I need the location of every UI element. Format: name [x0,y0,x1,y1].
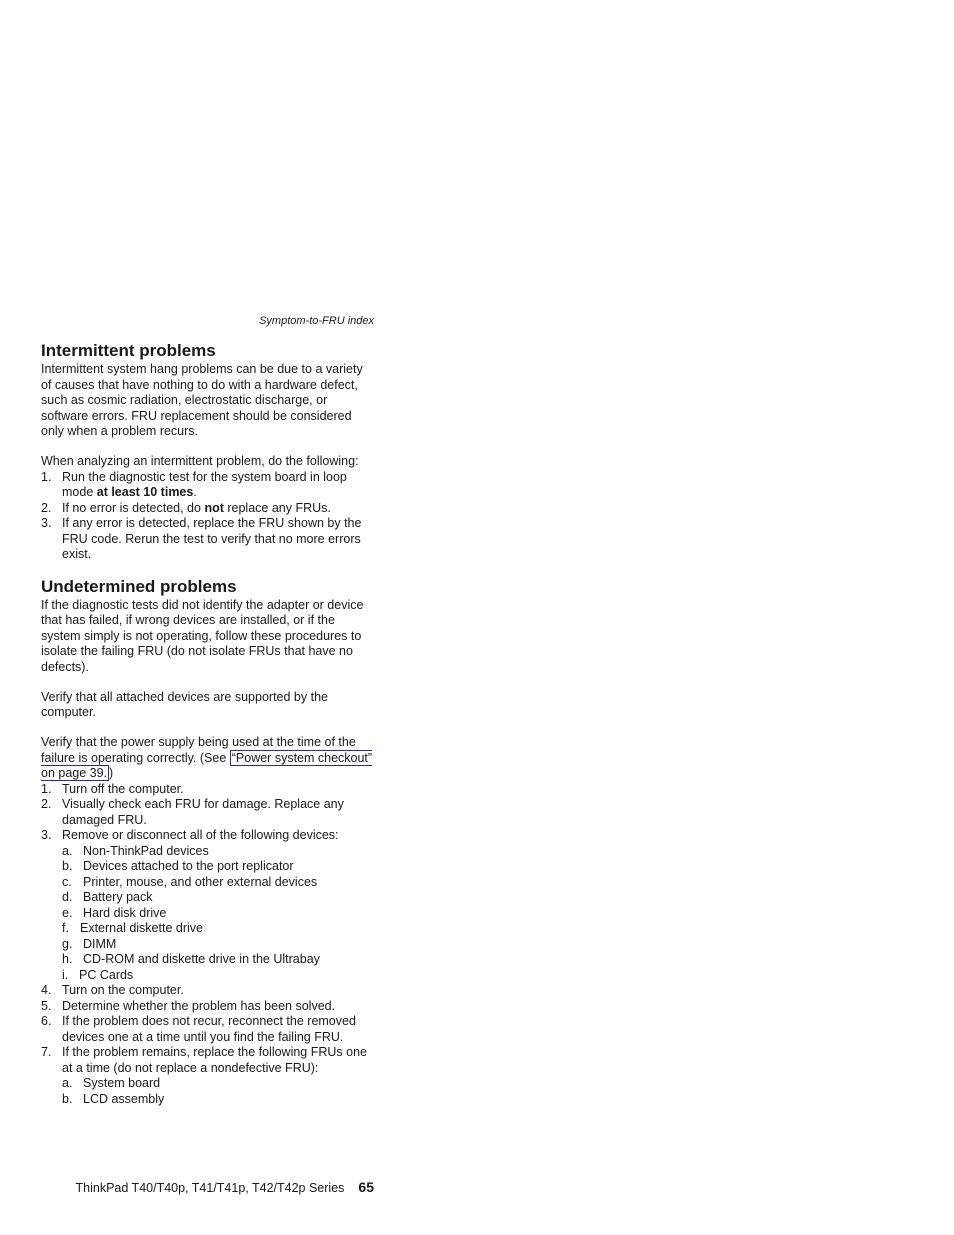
step-number: 2. [41,500,52,515]
sub-letter: e. [62,905,73,920]
undetermined-heading: Undetermined problems [41,576,237,596]
sub-letter: a. [62,843,73,858]
fru-item [62,1076,375,1092]
step-number: 3. [41,828,52,842]
step-text: Remove or disconnect all of the following devices: [62,828,339,842]
undetermined-step-4 [41,983,375,999]
step-text: If any error is detected, replace the FRU shown by the FRU code. Rerun the test to verify that no more errors exist. [62,516,362,561]
device-item [62,890,375,906]
step-number: 3. [41,516,52,530]
step-text-end: replace any FRUs. [223,500,331,515]
step-text: Visually check each FRU for damage. Replace any damaged FRU. [62,797,344,827]
sub-text: Hard disk drive [83,905,167,920]
sub-letter: b. [62,1091,73,1106]
undetermined-step-7 [41,1045,375,1107]
page-number: 65 [358,1179,374,1195]
undetermined-step-1 [41,782,375,798]
intermittent-heading: Intermittent problems [41,341,216,360]
page-footer [41,1178,374,1197]
intermittent-lead: When analyzing an intermittent problem, do the following: [41,454,359,468]
step-number: 1. [41,469,52,484]
power-system-checkout-link[interactable]: “Power system checkout” on page 39. [41,750,373,780]
undetermined-steps [41,782,375,1108]
step-text: Determine whether the problem has been solved. [62,998,336,1013]
sub-text: Devices attached to the port replicator [83,859,294,873]
undetermined-para-2: Verify that all attached devices are supported by the computer. [41,689,328,719]
running-header: Symptom-to-FRU index [259,315,374,327]
sub-text: Printer, mouse, and other external devices [83,874,318,889]
intermittent-intro: Intermittent system hang problems can be due to a variety of causes that have nothing to do with a hardware defect, such as cosmic radiation, electrostatic discharge, or software errors. FRU replacement should be considered only when a problem recurs. [41,362,363,438]
step-number: 7. [41,1045,52,1059]
step-number: 2. [41,797,52,811]
step-emphasis: at least 10 times [96,485,194,499]
sub-letter: i. [62,967,69,982]
step-number: 5. [41,998,52,1013]
step-emphasis: not [204,500,224,515]
undetermined-para-3 [41,735,375,782]
step-text: If the problem remains, replace the following FRUs one at a time (do not replace a nondefective FRU): [62,1045,368,1075]
sub-letter: h. [62,952,73,966]
sub-text: LCD assembly [83,1091,165,1106]
sub-letter: c. [62,874,72,889]
step-text: If no error is detected, do [62,500,205,515]
sub-letter: b. [62,859,73,873]
undetermined-step-3 [41,828,375,983]
sub-letter: g. [62,936,73,951]
sub-letter: d. [62,890,73,904]
step-text-end: . [193,485,197,499]
step-number: 1. [41,781,52,796]
para-text: Verify that the power supply being used at the time of the failure is operating correctly. (See [41,735,356,765]
sub-text: Battery pack [83,890,153,904]
step-text: Turn off the computer. [62,781,184,796]
device-item [62,906,375,922]
step-text: Run the diagnostic test for the system board in loop mode [62,469,347,499]
sub-letter: f. [62,921,69,935]
sub-text: External diskette drive [80,921,203,935]
undetermined-para-1: If the diagnostic tests did not identify the adapter or device that has failed, if wrong devices are installed, or if the system simply is not operating, follow these procedures to isolate the failing FRU (do not isolate FRUs that have no defects). [41,597,364,674]
intermittent-step-3 [41,516,375,563]
device-item [62,921,375,937]
intermittent-step-1 [41,470,375,501]
device-item [62,859,375,875]
device-item [62,952,375,968]
intermittent-steps [41,470,375,563]
footer-series-title: ThinkPad T40/T40p, T41/T41p, T42/T42p Series [75,1181,345,1195]
device-item [62,844,375,860]
fru-item [62,1092,375,1108]
sub-letter: a. [62,1076,73,1090]
step-text: If the problem does not recur, reconnect the removed devices one at a time until you find the failing FRU. [62,1014,356,1044]
sub-text: DIMM [83,936,117,951]
step-text: Turn on the computer. [62,983,184,997]
undetermined-step-5 [41,999,375,1015]
para-text-end: ) [109,766,114,780]
device-item [62,937,375,953]
step-number: 4. [41,983,52,997]
step-number: 6. [41,1014,52,1028]
sub-text: CD-ROM and diskette drive in the Ultrabay [83,952,320,966]
undetermined-step-6 [41,1014,375,1045]
sub-text: PC Cards [79,967,134,982]
main-content [41,340,375,1107]
device-item [62,875,375,891]
device-list [62,844,375,984]
intermittent-step-2 [41,501,375,517]
device-item [62,968,375,984]
sub-text: System board [83,1076,161,1090]
undetermined-step-2 [41,797,375,828]
sub-text: Non-ThinkPad devices [83,843,209,858]
fru-list [62,1076,375,1107]
